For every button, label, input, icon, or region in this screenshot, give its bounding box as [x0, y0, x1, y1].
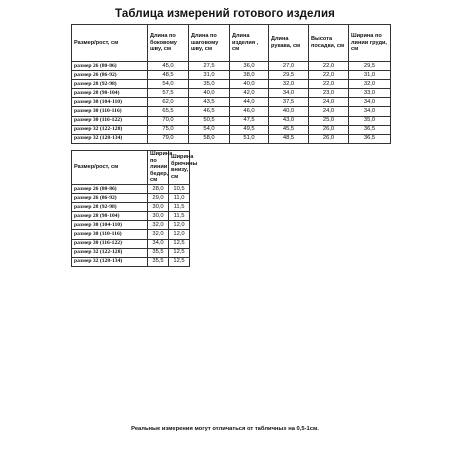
value-cell: 11,5	[169, 212, 190, 221]
value-cell: 47,5	[230, 116, 269, 125]
value-cell: 65,5	[148, 107, 189, 116]
value-cell: 12,0	[169, 221, 190, 230]
table-row	[72, 125, 391, 134]
table-row	[72, 221, 190, 230]
value-cell: 31,0	[189, 71, 230, 80]
value-cell: 31,0	[349, 71, 391, 80]
value-cell: 12,5	[169, 239, 190, 248]
value-cell: 32,0	[148, 230, 169, 239]
header-rise: Высота посадки, см	[309, 25, 349, 62]
value-cell: 70,0	[148, 116, 189, 125]
value-cell: 29,0	[148, 194, 169, 203]
size-cell: размер 30 (110-116)	[72, 107, 148, 116]
measurement-note: Реальные измерения могут отличаться от табличных на 0,5-1см.	[131, 426, 319, 432]
value-cell: 27,5	[189, 62, 230, 71]
value-cell: 46,0	[230, 107, 269, 116]
main-table-header-row	[72, 25, 391, 62]
value-cell: 11,0	[169, 194, 190, 203]
value-cell: 43,5	[189, 98, 230, 107]
table-row	[72, 212, 190, 221]
value-cell: 32,0	[148, 221, 169, 230]
value-cell: 36,5	[349, 125, 391, 134]
table-row	[72, 239, 190, 248]
value-cell: 12,5	[169, 257, 190, 266]
size-cell: размер 30 (104-110)	[72, 98, 148, 107]
value-cell: 24,0	[309, 98, 349, 107]
table-row	[72, 89, 391, 98]
value-cell: 36,5	[349, 134, 391, 143]
value-cell: 38,0	[230, 71, 269, 80]
value-cell: 75,0	[148, 125, 189, 134]
size-cell: размер 32 (122-128)	[72, 248, 148, 257]
value-cell: 57,5	[148, 89, 189, 98]
value-cell: 12,0	[169, 230, 190, 239]
size-cell: размер 28 (92-98)	[72, 203, 148, 212]
value-cell: 36,0	[230, 62, 269, 71]
table-row	[72, 116, 391, 125]
value-cell: 62,0	[148, 98, 189, 107]
header-size: Размер/рост, см	[72, 25, 148, 62]
value-cell: 30,0	[148, 212, 169, 221]
size-cell: размер 32 (122-128)	[72, 125, 148, 134]
value-cell: 45,5	[269, 125, 309, 134]
size-cell: размер 30 (116-122)	[72, 116, 148, 125]
value-cell: 22,0	[309, 80, 349, 89]
header-garment-length: Длина изделия , см	[230, 25, 269, 62]
value-cell: 10,5	[169, 184, 190, 193]
value-cell: 32,0	[269, 80, 309, 89]
header-hem-width: Ширина брючины внизу, см	[169, 151, 190, 185]
value-cell: 34,0	[148, 239, 169, 248]
value-cell: 44,0	[230, 98, 269, 107]
value-cell: 49,5	[230, 125, 269, 134]
value-cell: 34,0	[349, 107, 391, 116]
table-row	[72, 80, 391, 89]
value-cell: 50,5	[189, 116, 230, 125]
table-row	[72, 248, 190, 257]
value-cell: 51,0	[230, 134, 269, 143]
header-chest-width: Ширина по линии груди, см	[349, 25, 391, 62]
value-cell: 32,0	[349, 80, 391, 89]
size-cell: размер 30 (104-110)	[72, 221, 148, 230]
header-hip-width: Ширина по линии бедер, см	[148, 151, 169, 185]
value-cell: 79,0	[148, 134, 189, 143]
value-cell: 58,0	[189, 134, 230, 143]
value-cell: 35,0	[349, 116, 391, 125]
garment-diagram-area	[150, 276, 310, 422]
value-cell: 26,0	[309, 134, 349, 143]
size-cell: размер 28 (98-104)	[72, 212, 148, 221]
table-row	[72, 134, 391, 143]
value-cell: 45,0	[148, 62, 189, 71]
value-cell: 29,5	[269, 71, 309, 80]
header-sleeve-length: Длина рукава, см	[269, 25, 309, 62]
value-cell: 37,5	[269, 98, 309, 107]
size-cell: размер 26 (80-86)	[72, 184, 148, 193]
size-cell: размер 26 (86-92)	[72, 194, 148, 203]
size-cell: размер 32 (128-134)	[72, 134, 148, 143]
table-row	[72, 98, 391, 107]
value-cell: 30,0	[148, 203, 169, 212]
value-cell: 28,0	[148, 184, 169, 193]
size-cell: размер 30 (110-116)	[72, 230, 148, 239]
header-inseam: Длина по шаговому шву, см	[189, 25, 230, 62]
header-size: Размер/рост, см	[72, 151, 148, 185]
value-cell: 48,5	[269, 134, 309, 143]
value-cell: 11,5	[169, 203, 190, 212]
size-cell: размер 28 (92-98)	[72, 80, 148, 89]
value-cell: 27,0	[269, 62, 309, 71]
value-cell: 40,0	[269, 107, 309, 116]
second-table-header-row	[72, 151, 190, 185]
value-cell: 22,0	[309, 62, 349, 71]
header-side-seam: Длина по боковому шву, см	[148, 25, 189, 62]
value-cell: 46,5	[189, 107, 230, 116]
value-cell: 43,0	[269, 116, 309, 125]
page-title: Таблица измерений готового изделия	[115, 8, 335, 20]
value-cell: 40,0	[189, 89, 230, 98]
value-cell: 54,0	[148, 80, 189, 89]
value-cell: 26,0	[309, 125, 349, 134]
size-cell: размер 28 (98-104)	[72, 89, 148, 98]
value-cell: 12,5	[169, 248, 190, 257]
value-cell: 34,0	[269, 89, 309, 98]
value-cell: 24,0	[309, 107, 349, 116]
size-cell: размер 30 (116-122)	[72, 239, 148, 248]
table-row	[72, 257, 190, 266]
value-cell: 40,0	[230, 80, 269, 89]
value-cell: 35,0	[189, 80, 230, 89]
value-cell: 22,0	[309, 71, 349, 80]
value-cell: 33,0	[349, 89, 391, 98]
value-cell: 48,5	[148, 71, 189, 80]
table-row	[72, 194, 190, 203]
main-size-table	[71, 24, 391, 144]
value-cell: 23,0	[309, 89, 349, 98]
table-row	[72, 107, 391, 116]
value-cell: 25,0	[309, 116, 349, 125]
table-row	[72, 184, 190, 193]
table-row	[72, 203, 190, 212]
value-cell: 35,5	[148, 248, 169, 257]
size-cell: размер 26 (86-92)	[72, 71, 148, 80]
value-cell: 35,5	[148, 257, 169, 266]
table-row	[72, 62, 391, 71]
value-cell: 42,0	[230, 89, 269, 98]
leg-size-table	[71, 150, 198, 267]
value-cell: 54,0	[189, 125, 230, 134]
table-row	[72, 71, 391, 80]
value-cell: 29,5	[349, 62, 391, 71]
size-cell: размер 32 (128-134)	[72, 257, 148, 266]
value-cell: 34,0	[349, 98, 391, 107]
size-cell: размер 26 (80-86)	[72, 62, 148, 71]
table-row	[72, 230, 190, 239]
